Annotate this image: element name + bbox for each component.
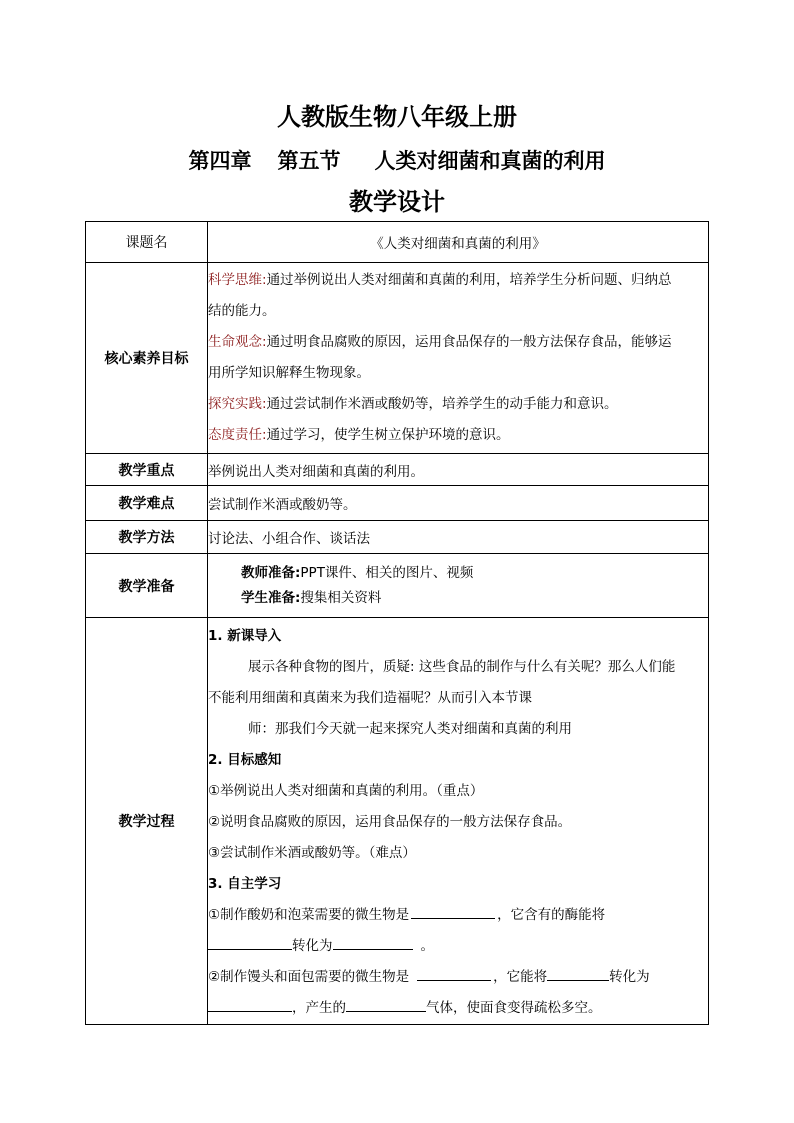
- answer-blank[interactable]: [333, 935, 413, 950]
- teacher-prep: [208, 561, 708, 586]
- answer-blank[interactable]: [208, 997, 292, 1012]
- process-content: [208, 618, 709, 1025]
- section-title: 1. 新课导入: [208, 628, 282, 644]
- goal-item: [208, 265, 708, 296]
- section-title: 3. 自主学习: [208, 876, 282, 892]
- exercise-text: 转化为: [292, 938, 333, 954]
- goal-text-cont: 结的能力。: [208, 303, 276, 319]
- method-text: 讨论法、小组合作、谈话法: [208, 521, 709, 554]
- section-title: 2. 目标感知: [208, 752, 282, 768]
- goal-text: 通过尝试制作米酒或酸奶等，培养学生的动手能力和意识。: [266, 396, 618, 412]
- exercise-text: ，产生的: [292, 1000, 346, 1016]
- exercise-line: [208, 900, 708, 931]
- answer-blank[interactable]: [547, 966, 609, 981]
- exercise-text: 。: [420, 938, 434, 954]
- goal-name: 态度责任:: [208, 427, 267, 443]
- goal-text: 通过明食品腐败的原因，运用食品保存的一般方法保存食品，能够运: [266, 334, 672, 350]
- paragraph-line: 展示各种食物的图片，质疑: 这些食品的制作与什么有关呢？那么人们能: [248, 659, 676, 675]
- paragraph-line: 不能利用细菌和真菌来为我们造福呢？从而引入本节课: [208, 690, 532, 706]
- answer-blank[interactable]: [411, 904, 495, 919]
- exercise-text: ①制作酸奶和泡菜需要的微生物是: [208, 907, 410, 923]
- exercise-line: [208, 931, 708, 962]
- prep-content: [208, 554, 709, 618]
- answer-blank[interactable]: [417, 966, 491, 981]
- goal-name: 生命观念:: [208, 334, 267, 350]
- list-item: ①举例说出人类对细菌和真菌的利用。（重点）: [208, 783, 484, 799]
- table-row-difficulty: [86, 486, 709, 521]
- chapter-number: 第四章: [188, 148, 252, 173]
- exercise-text: 气体，使面食变得疏松多空。: [426, 1000, 602, 1016]
- table-row-key-point: [86, 454, 709, 486]
- key-point-text: 举例说出人类对细菌和真菌的利用。: [208, 454, 709, 486]
- goal-item: [208, 420, 708, 451]
- goal-text: 通过学习，使学生树立保护环境的意识。: [266, 427, 510, 443]
- document-subtitle: 教学设计: [349, 187, 445, 216]
- row-label: 教学重点: [86, 454, 208, 486]
- table-row-prep: [86, 554, 709, 618]
- goal-item: [208, 327, 708, 358]
- difficulty-text: 尝试制作米酒或酸奶等。: [208, 486, 709, 521]
- list-item: ③尝试制作米酒或酸奶等。（难点）: [208, 845, 416, 861]
- row-label: 教学方法: [86, 521, 208, 554]
- goal-name: 探究实践:: [208, 396, 267, 412]
- section-topic: 人类对细菌和真菌的利用: [374, 148, 606, 173]
- student-prep-value: 搜集相关资料: [300, 589, 382, 606]
- teacher-prep-label: 教师准备:: [241, 564, 301, 581]
- student-prep: [208, 586, 708, 611]
- answer-blank[interactable]: [346, 997, 426, 1012]
- goal-text: 通过举例说出人类对细菌和真菌的利用，培养学生分析问题、归纳总: [266, 272, 672, 288]
- table-row-goals: [86, 263, 709, 454]
- exercise-text: ，它含有的酶能将: [497, 907, 606, 923]
- section-number: 第五节: [277, 148, 341, 173]
- lesson-name: 《人类对细菌和真菌的利用》: [208, 222, 709, 263]
- row-label: 教学过程: [86, 618, 208, 1025]
- student-prep-label: 学生准备:: [241, 589, 301, 606]
- goal-name: 科学思维:: [208, 272, 267, 288]
- exercise-text: ，它能将: [493, 969, 548, 985]
- table-row-process: [86, 618, 709, 1025]
- document-title: 人教版生物八年级上册: [277, 102, 517, 131]
- chapter-heading: [0, 146, 794, 176]
- exercise-text: 转化为: [609, 969, 650, 985]
- row-label: 课题名: [86, 222, 208, 263]
- answer-blank[interactable]: [208, 935, 292, 950]
- list-item: ②说明食品腐败的原因，运用食品保存的一般方法保存食品。: [208, 814, 572, 830]
- exercise-text: ②制作馒头和面包需要的微生物是: [208, 969, 410, 985]
- exercise-line: [208, 962, 708, 993]
- goal-item: [208, 389, 708, 420]
- teacher-prep-value: PPT课件、相关的图片、视频: [300, 564, 474, 581]
- row-label: 核心素养目标: [86, 263, 208, 454]
- goals-content: [208, 263, 709, 454]
- lesson-plan-table: [85, 221, 709, 1025]
- table-row-lesson: [86, 222, 709, 263]
- goal-text-cont: 用所学知识解释生物现象。: [208, 365, 370, 381]
- row-label: 教学准备: [86, 554, 208, 618]
- paragraph-line: 师：那我们今天就一起来探究人类对细菌和真菌的利用: [248, 721, 572, 737]
- exercise-line: [208, 993, 708, 1024]
- table-row-method: [86, 521, 709, 554]
- row-label: 教学难点: [86, 486, 208, 521]
